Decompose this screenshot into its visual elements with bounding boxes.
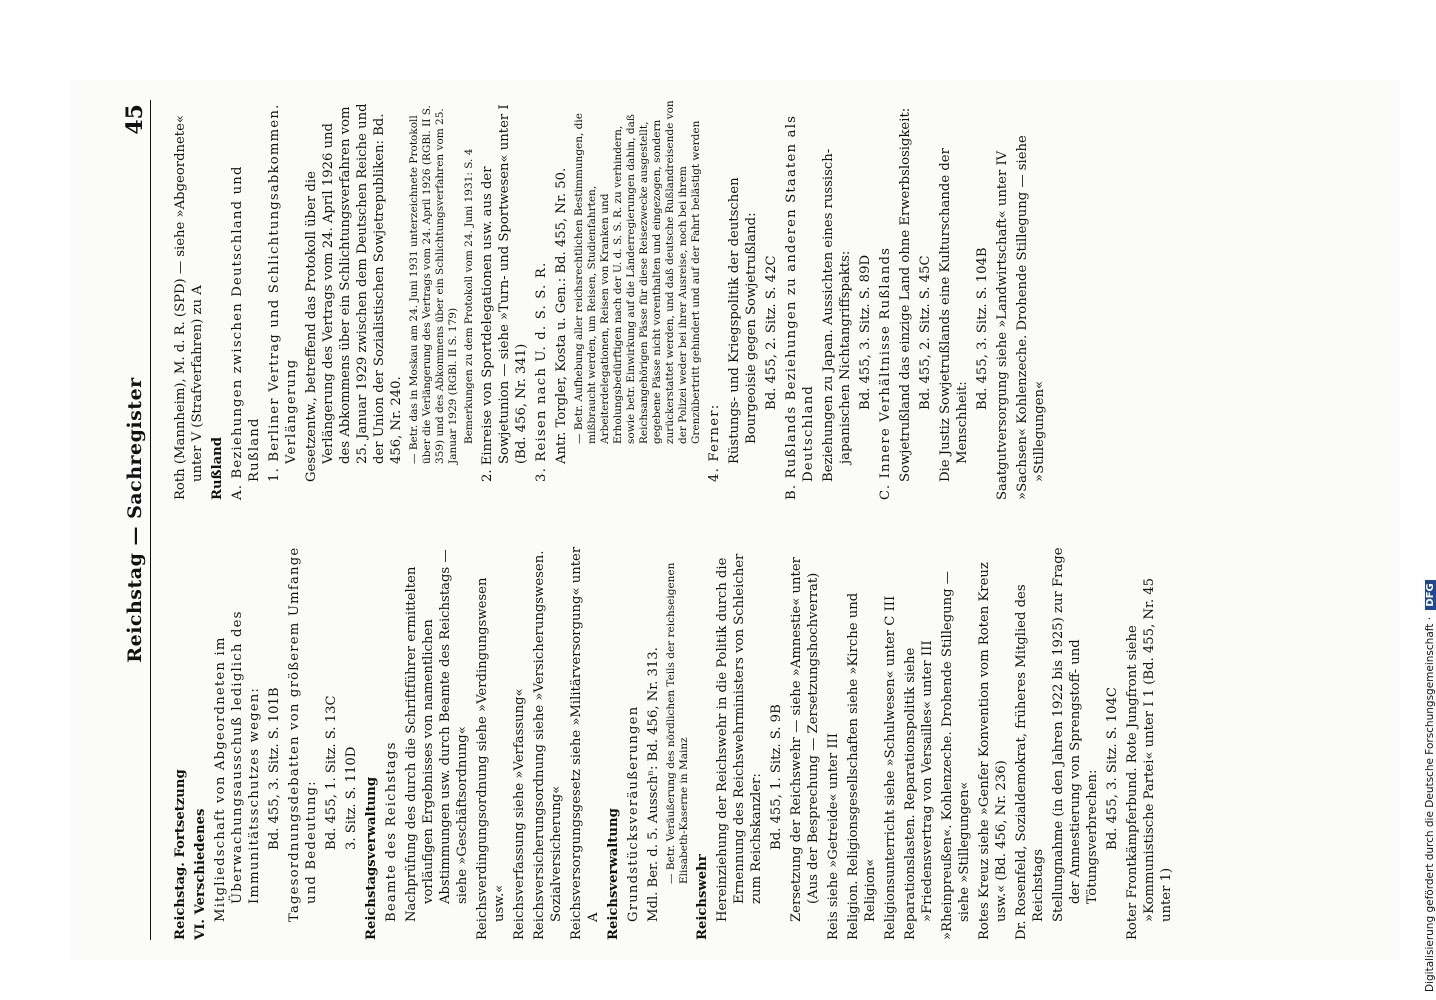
index-entry: Bd. 455, 3. Sitz. S. 89D <box>858 254 873 410</box>
index-entry: Saatgutversorgung siehe »Landwirtschaft« unter IV <box>995 150 1010 500</box>
index-entry: 4. Ferner: <box>707 403 722 482</box>
index-entry: Rüstungs- und Kriegspolitik der deutschen Bourgeoisie gegen Sowjetrußland: <box>727 177 759 464</box>
index-entry: Reichsversorgungsgesetz siehe »Militärversorgung« unter A <box>569 546 601 940</box>
index-entry: Mitgliedschaft von Abgeordneten im Überwachungsausschuß lediglich des Immunitätsschutzes wegen: <box>213 610 262 922</box>
index-entry: 3. Sitz. S. 110D <box>344 746 359 850</box>
index-entry: »Rheinpreußen«. Kohlenzeche. Drohende Stillegung — siehe »Stillegungen« <box>940 571 972 940</box>
index-entry: Roth (Mannheim), M. d. R. (SPD) — siehe »Abgeordnete« unter V (Strafverfahren) zu A <box>173 115 205 500</box>
index-entry: Rußland <box>210 437 225 500</box>
index-entry: Gesetzentw., betreffend das Protokoll über die Verlängerung des Vertrags vom 24. April 1926 und des Abkommens über ein Schlichtungsverfahren vom 25. Januar 1929 zwischen dem Deutschen Reiche und der Union der Sozialistischen Sowjetrepubliken: Bd. 456, Nr. 240. <box>304 103 404 482</box>
index-entry: Bd. 455, 3. Sitz. S. 104B <box>975 247 990 410</box>
index-entry: Bemerkungen zu dem Protokoll vom 24. Juni 1931: S. 4 <box>463 148 475 444</box>
index-entry: Religionsunterricht siehe »Schulwesen« unter C III <box>883 595 898 940</box>
index-entry: — Betr. das in Moskau am 24. Juni 1931 unterzeichnete Protokoll über die Verlängerung des Vertrags vom 24. April 1926 (RGBl. II S. 359) und des Abkommens über ein Schlichtungsverfahren vom 25. Januar 1929 (RGBl. II S. 179) <box>408 105 459 464</box>
index-entry: Reichstagsverwaltung <box>364 776 379 940</box>
page-title: Reichstag — Sachregister <box>124 377 146 663</box>
index-entry: Reis siehe »Getreide« unter III <box>826 733 841 940</box>
index-entry: Bd. 455, 2. Sitz. S. 42C <box>764 255 779 410</box>
index-entry: Bd. 455, 3. Sitz. S. 104C <box>1105 687 1120 850</box>
index-entry: Reichsverfassung siehe »Verfassung« <box>512 688 527 940</box>
index-entry: Nachprüfung des durch die Schriftführer ermittelten vorläufigen Ergebnisses von namentlichen Abstimmungen usw. durch Beamte des Reichstags — siehe »Geschäftsordnung« <box>404 549 470 922</box>
index-entry: 1. Berliner Vertrag und Schlichtungsabkommen. Verlängerung <box>267 103 299 482</box>
index-entry: Reichsversicherungsordnung siehe »Versicherungswesen. Sozialversicherung« <box>532 550 564 940</box>
right-column <box>172 100 1051 500</box>
index-entry: Stellungnahme (in den Jahren 1922 bis 1925) zur Frage der Amnestierung von Sprengstoff- und Tötungsverbrechen: <box>1051 547 1100 922</box>
index-entry: — Betr. Veräußerung des nördlichen Teils der reichseigenen Elisabeth-Kaserne in Mainz <box>665 562 690 884</box>
index-entry: Hereinziehung der Reichswehr in die Politik durch die Ernennung des Reichswehrministers von Schleicher zum Reichskanzler: <box>715 553 764 922</box>
index-entry: VI. Verschiedenes <box>193 808 208 940</box>
index-entry: Bd. 455, 2. Sitz. S. 45C <box>918 255 933 410</box>
index-entry: 2. Einreise von Sportdelegationen usw. aus der Sowjetunion — siehe »Turn- und Sportwesen« unter I (Bd. 456, Nr. 341) <box>480 104 529 482</box>
index-entry: Roter Frontkämpferbund. Rote Jungfront siehe »Kommunistische Partei« unter I 1 (Bd. 455, Nr. 45 unter 1) <box>1125 577 1174 940</box>
index-entry: Rotes Kreuz siehe »Genfer Konvention vom Roten Kreuz usw.« (Bd. 456, Nr. 236) <box>977 562 1009 940</box>
index-entry: Mdl. Ber. d. 5. Ausschⁿ: Bd. 456, Nr. 313. <box>646 647 661 922</box>
index-entry: Bd. 455, 3. Sitz. S. 101B <box>267 687 282 850</box>
index-entry: Reparationslasten. Reparationspolitik siehe »Friedensvertrag von Versailles« unter III <box>903 640 935 940</box>
index-entry: Grundstücksveräußerungen <box>626 705 641 922</box>
left-column <box>172 540 1178 940</box>
index-entry: Reichswehr <box>695 854 710 940</box>
index-entry: — Betr. Aufhebung aller reichsrechtlichen Bestimmungen, die mißbraucht werden, um Reisen, Studienfahrten, Arbeiterdelegationen, Reisen von Kranken und Erholungsbedürftigen nach der U. d. S. S. R. zu verhindern, sowie betr. Einwirkung auf die Länderregierungen dahin, daß Reichsangehörigen Pässe für diese Reisezwecke ausgestellt, gegebene Pässe nicht vorenthalten und eingezogen, sondern zurückerstattet werden, und daß deutsche Rußlandreisende von der Polizei weder bei ihrer Ausreise, noch bei ihrem Grenzübertritt gehindert und auf der Fahrt belästigt werden <box>573 100 702 444</box>
dfg-logo: DFG <box>1425 580 1436 609</box>
index-entry: C. Innere Verhältnisse Rußlands <box>878 246 893 500</box>
index-page <box>120 100 1360 940</box>
index-entry: Bd. 455, 1. Sitz. S. 9B <box>769 704 784 850</box>
index-entry: Bd. 455, 1. Sitz. S. 13C <box>324 695 339 850</box>
digitization-note-text: Digitalisierung gefördert durch die Deutsche Forschungsgemeinschaft · <box>1424 616 1436 992</box>
index-entry: Antr. Torgler, Kosta u. Gen.: Bd. 455, Nr. 50. <box>554 167 569 464</box>
index-entry: 3. Reisen nach U. d. S. S. R. <box>534 261 549 482</box>
page-header <box>120 100 151 940</box>
index-entry: Reichsverwaltung <box>606 808 621 940</box>
digitization-note <box>1424 580 1436 992</box>
page-number: 45 <box>122 104 148 135</box>
index-entry: Religion. Religionsgesellschaften siehe »Kirche und Religion« <box>846 592 878 940</box>
index-entry: Reichstag. Fortsetzung <box>173 769 188 940</box>
index-entry: Tagesordnungsdebatten von größerem Umfange und Bedeutung: <box>287 546 319 922</box>
index-entry: »Sachsen« Kohlenzeche. Drohende Stillegung — siehe »Stillegungen« <box>1015 135 1047 500</box>
index-entry: Beamte des Reichstags <box>384 741 399 922</box>
index-entry: B. Rußlands Beziehungen zu anderen Staaten als Deutschland <box>784 114 816 500</box>
index-entry: Sowjetrußland das einzige Land ohne Erwerbslosigkeit: <box>898 107 913 482</box>
index-entry: Die Justiz Sowjetrußlands eine Kulturschande der Menschheit: <box>938 148 970 482</box>
index-entry: Zersetzung der Reichswehr — siehe »Amnestie« unter (Aus der Besprechung — Zersetzungshochverrat) <box>789 557 821 922</box>
index-entry: Beziehungen zu Japan. Aussichten eines russisch-japanischen Nichtangriffspakts: <box>821 148 853 482</box>
index-entry: Dr. Rosenfeld, Sozialdemokrat, früheres Mitglied des Reichstags <box>1014 584 1046 940</box>
index-entry: Reichsverdingungsordnung siehe »Verdingungswesen usw.« <box>475 577 507 940</box>
index-entry: A. Beziehungen zwischen Deutschland und Rußland <box>230 165 262 500</box>
